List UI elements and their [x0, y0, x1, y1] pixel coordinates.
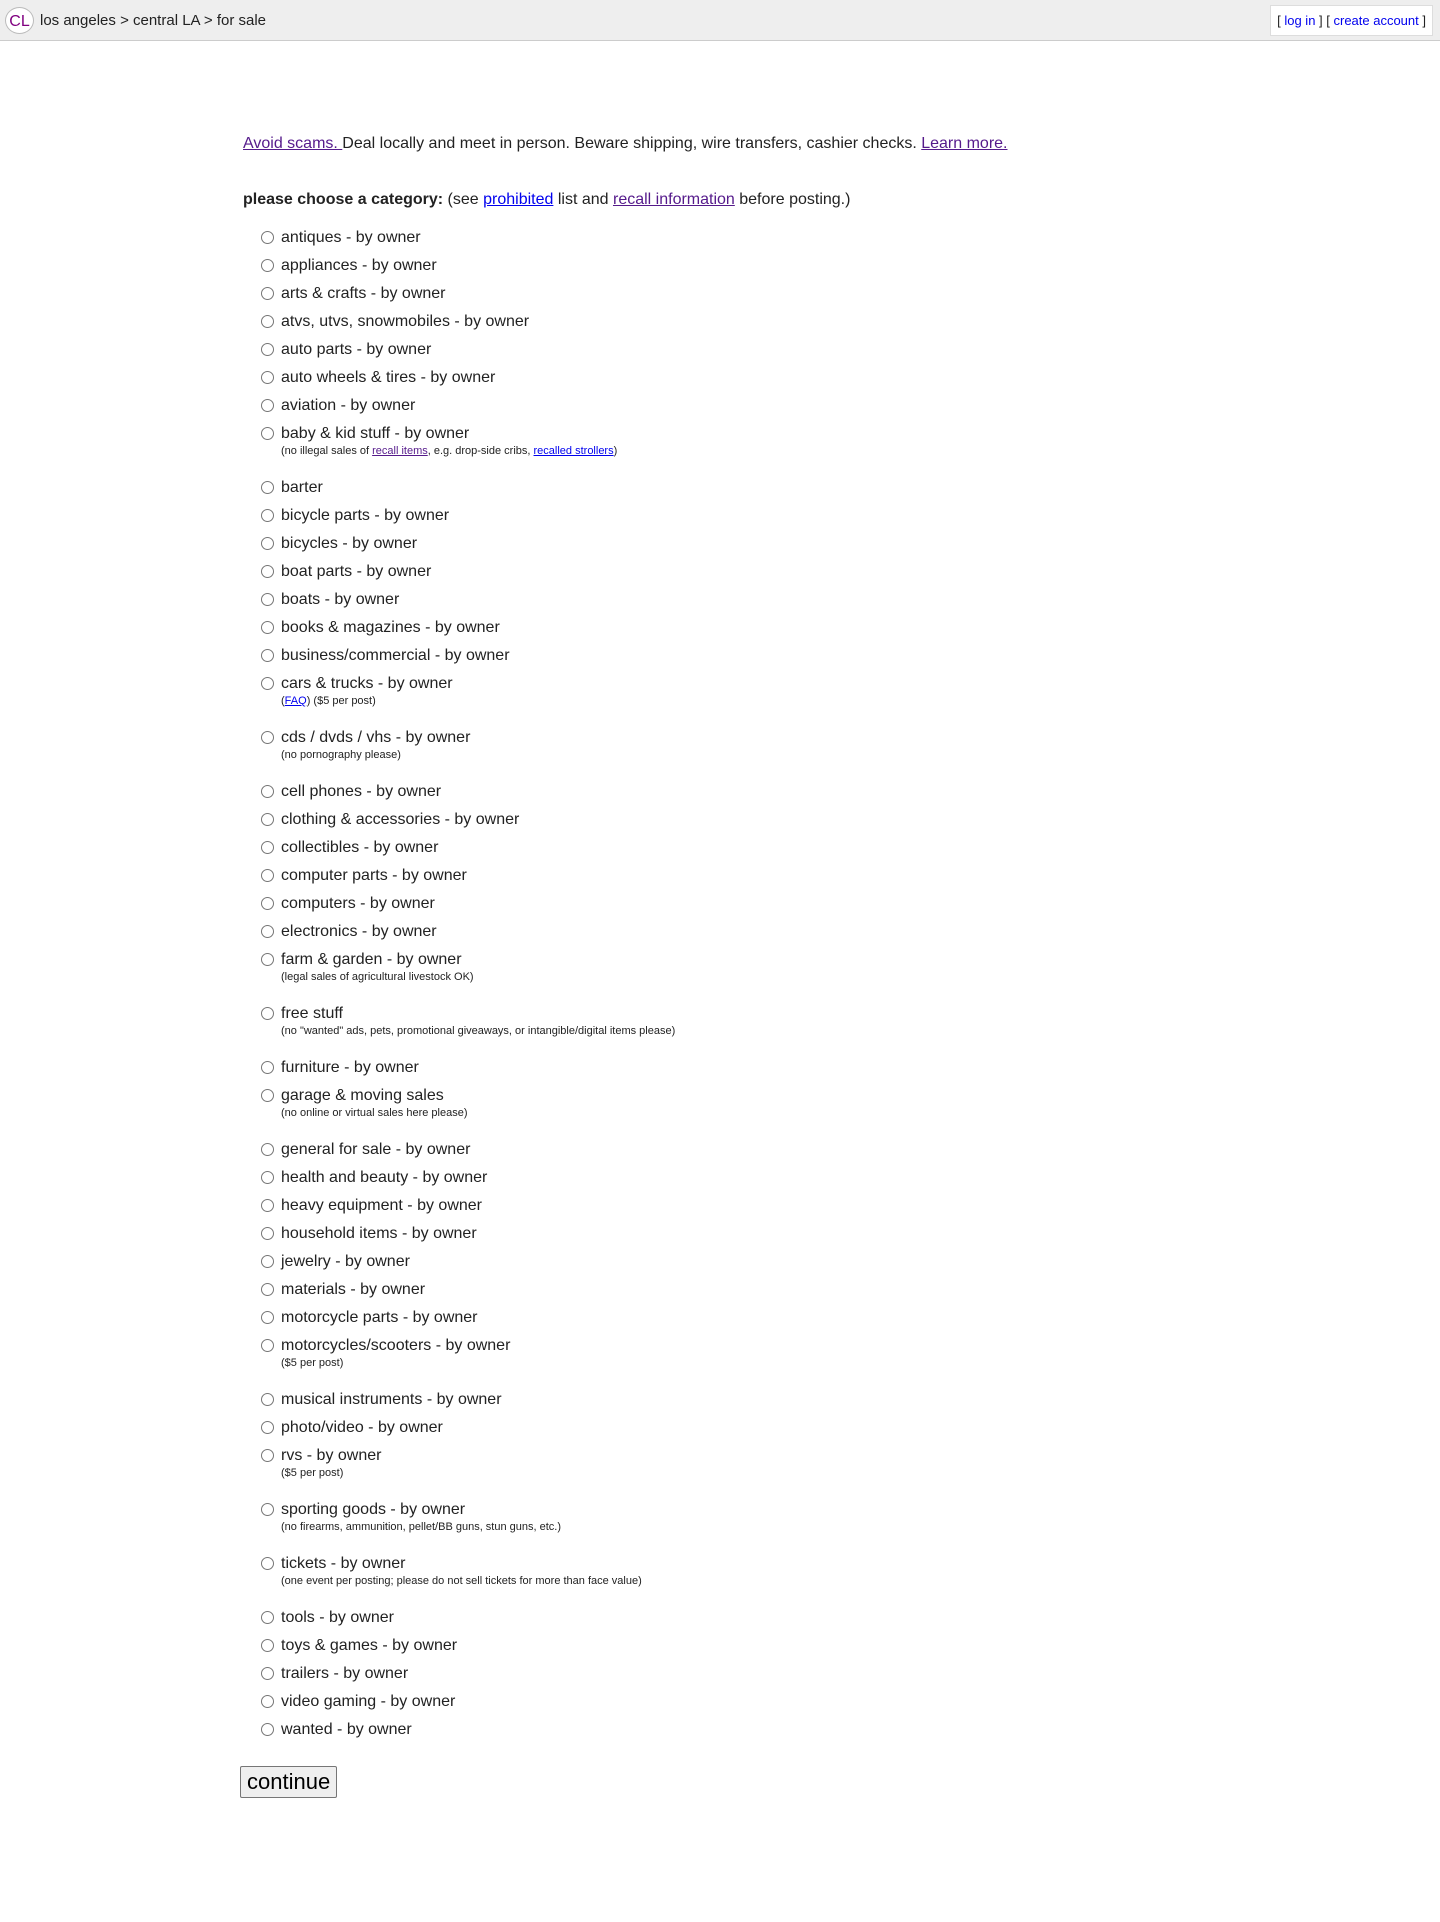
- category-note: ($5 per post): [281, 1467, 344, 1479]
- category-radio[interactable]: [261, 1557, 274, 1570]
- category-option[interactable]: [261, 252, 1243, 280]
- category-note-text: (: [281, 695, 285, 707]
- category-prompt-title: please choose a category:: [243, 191, 444, 208]
- category-radio[interactable]: [261, 621, 274, 634]
- category-option[interactable]: [261, 558, 1243, 586]
- category-radio[interactable]: [261, 593, 274, 606]
- category-radio[interactable]: [261, 953, 274, 966]
- category-prompt: please choose a category: (see prohibited list and recall information before posting.): [243, 191, 851, 208]
- category-option[interactable]: [261, 918, 1243, 946]
- category-label[interactable]: health and beauty - by owner: [281, 1169, 488, 1186]
- category-radio[interactable]: [261, 565, 274, 578]
- category-option[interactable]: [261, 946, 1243, 1000]
- craigslist-logo[interactable]: CL: [5, 7, 34, 34]
- category-radio[interactable]: [261, 1227, 274, 1240]
- category-option[interactable]: [261, 1688, 1243, 1716]
- category-option[interactable]: [261, 1220, 1243, 1248]
- category-option[interactable]: [261, 1660, 1243, 1688]
- category-option[interactable]: [261, 1332, 1243, 1386]
- category-label[interactable]: rvs - by owner: [281, 1447, 382, 1464]
- category-radio[interactable]: [261, 785, 274, 798]
- prohibited-link[interactable]: prohibited: [483, 191, 554, 208]
- category-note: (no firearms, ammunition, pellet/BB guns, stun guns, etc.): [281, 1521, 562, 1533]
- category-label[interactable]: auto parts - by owner: [281, 341, 432, 358]
- category-label[interactable]: video gaming - by owner: [281, 1693, 456, 1710]
- category-label[interactable]: clothing & accessories - by owner: [281, 811, 520, 828]
- category-list: [261, 224, 1243, 1744]
- category-option[interactable]: [261, 280, 1243, 308]
- category-radio[interactable]: [261, 509, 274, 522]
- category-option[interactable]: [261, 1716, 1243, 1744]
- category-label[interactable]: motorcycle parts - by owner: [281, 1309, 478, 1326]
- category-option[interactable]: [261, 890, 1243, 918]
- category-label[interactable]: bicycles - by owner: [281, 535, 418, 552]
- category-label[interactable]: heavy equipment - by owner: [281, 1197, 482, 1214]
- category-option[interactable]: [261, 834, 1243, 862]
- category-option[interactable]: [261, 1136, 1243, 1164]
- category-radio[interactable]: [261, 427, 274, 440]
- category-option[interactable]: [261, 1192, 1243, 1220]
- category-radio[interactable]: [261, 1007, 274, 1020]
- category-label[interactable]: tools - by owner: [281, 1609, 394, 1626]
- category-radio[interactable]: [261, 371, 274, 384]
- category-note-text: ): [613, 445, 618, 457]
- category-option[interactable]: [261, 1248, 1243, 1276]
- category-option[interactable]: [261, 1550, 1243, 1604]
- category-label[interactable]: furniture - by owner: [281, 1059, 419, 1076]
- create-account-link[interactable]: create account: [1333, 13, 1419, 28]
- category-note: (legal sales of agricultural livestock OK): [281, 971, 474, 983]
- learn-more-link[interactable]: Learn more.: [921, 135, 1008, 152]
- category-option[interactable]: [261, 806, 1243, 834]
- category-radio[interactable]: [261, 1311, 274, 1324]
- category-label[interactable]: photo/video - by owner: [281, 1419, 443, 1436]
- category-option[interactable]: [261, 1414, 1243, 1442]
- category-label[interactable]: electronics - by owner: [281, 923, 437, 940]
- breadcrumb-region[interactable]: los angeles: [40, 12, 116, 29]
- category-option[interactable]: [261, 586, 1243, 614]
- category-label[interactable]: general for sale - by owner: [281, 1141, 471, 1158]
- category-radio[interactable]: [261, 537, 274, 550]
- category-radio[interactable]: [261, 1393, 274, 1406]
- category-label[interactable]: boats - by owner: [281, 591, 400, 608]
- category-label[interactable]: farm & garden - by owner: [281, 951, 462, 968]
- category-label[interactable]: arts & crafts - by owner: [281, 285, 446, 302]
- category-radio[interactable]: [261, 1449, 274, 1462]
- category-radio[interactable]: [261, 481, 274, 494]
- category-label[interactable]: computers - by owner: [281, 895, 435, 912]
- account-links: [ log in ] [ create account ]: [1270, 5, 1433, 36]
- category-radio[interactable]: [261, 677, 274, 690]
- category-label[interactable]: cars & trucks - by owner: [281, 675, 453, 692]
- category-radio[interactable]: [261, 343, 274, 356]
- category-note: (no online or virtual sales here please): [281, 1107, 468, 1119]
- category-option[interactable]: [261, 1054, 1243, 1082]
- category-option[interactable]: [261, 1496, 1243, 1550]
- breadcrumb-subarea[interactable]: central LA: [133, 12, 200, 29]
- category-radio[interactable]: [261, 1723, 274, 1736]
- category-radio[interactable]: [261, 841, 274, 854]
- category-radio[interactable]: [261, 287, 274, 300]
- category-note: (one event per posting; please do not sell tickets for more than face value): [281, 1575, 642, 1587]
- category-label[interactable]: antiques - by owner: [281, 229, 421, 246]
- category-label[interactable]: toys & games - by owner: [281, 1637, 458, 1654]
- category-radio[interactable]: [261, 1339, 274, 1352]
- category-label[interactable]: garage & moving sales: [281, 1087, 444, 1104]
- top-bar: [0, 0, 1440, 41]
- category-option[interactable]: [261, 1164, 1243, 1192]
- avoid-scams-link[interactable]: Avoid scams.: [243, 135, 343, 152]
- category-radio[interactable]: [261, 1089, 274, 1102]
- category-label[interactable]: bicycle parts - by owner: [281, 507, 450, 524]
- category-label[interactable]: sporting goods - by owner: [281, 1501, 466, 1518]
- category-note-text: (no illegal sales of: [281, 445, 373, 457]
- category-option[interactable]: [261, 474, 1243, 502]
- category-note-link[interactable]: FAQ: [284, 695, 307, 707]
- breadcrumb-separator: >: [120, 12, 129, 29]
- category-radio[interactable]: [261, 813, 274, 826]
- recall-information-link[interactable]: recall information: [612, 191, 735, 208]
- category-option[interactable]: [261, 420, 1243, 474]
- category-label[interactable]: tickets - by owner: [281, 1555, 406, 1572]
- category-radio[interactable]: [261, 925, 274, 938]
- category-radio[interactable]: [261, 1283, 274, 1296]
- category-note-text: ) ($5 per post): [306, 695, 376, 707]
- category-label[interactable]: household items - by owner: [281, 1225, 477, 1242]
- category-label[interactable]: materials - by owner: [281, 1281, 426, 1298]
- scam-notice: [243, 132, 1243, 156]
- category-radio[interactable]: [261, 1611, 274, 1624]
- category-radio[interactable]: [261, 869, 274, 882]
- category-radio[interactable]: [261, 731, 274, 744]
- login-link[interactable]: log in: [1284, 13, 1316, 28]
- category-label[interactable]: boat parts - by owner: [281, 563, 432, 580]
- category-label[interactable]: cell phones - by owner: [281, 783, 442, 800]
- category-note: [281, 696, 1243, 707]
- category-radio[interactable]: [261, 1171, 274, 1184]
- category-option[interactable]: [261, 724, 1243, 778]
- category-label[interactable]: cds / dvds / vhs - by owner: [281, 729, 471, 746]
- category-label[interactable]: computer parts - by owner: [281, 867, 467, 884]
- category-radio[interactable]: [261, 1061, 274, 1074]
- category-option[interactable]: [261, 778, 1243, 806]
- category-option[interactable]: [261, 614, 1243, 642]
- category-option[interactable]: [261, 642, 1243, 670]
- category-label[interactable]: aviation - by owner: [281, 397, 416, 414]
- category-label[interactable]: atvs, utvs, snowmobiles - by owner: [281, 313, 530, 330]
- category-radio[interactable]: [261, 1199, 274, 1212]
- category-label[interactable]: auto wheels & tires - by owner: [281, 369, 496, 386]
- category-note-link[interactable]: recall items: [372, 445, 428, 457]
- category-radio[interactable]: [261, 649, 274, 662]
- category-label[interactable]: wanted - by owner: [281, 1721, 412, 1738]
- category-note: (no pornography please): [281, 749, 401, 761]
- category-option[interactable]: [261, 224, 1243, 252]
- category-option[interactable]: [261, 1000, 1243, 1054]
- category-radio[interactable]: [261, 259, 274, 272]
- category-radio[interactable]: [261, 1667, 274, 1680]
- category-option[interactable]: [261, 862, 1243, 890]
- category-radio[interactable]: [261, 1639, 274, 1652]
- category-radio[interactable]: [261, 1503, 274, 1516]
- category-option[interactable]: [261, 502, 1243, 530]
- category-radio[interactable]: [261, 399, 274, 412]
- category-option[interactable]: [261, 1604, 1243, 1632]
- scam-notice-text: Deal locally and meet in person. Beware shipping, wire transfers, cashier checks.: [342, 135, 922, 152]
- category-label[interactable]: motorcycles/scooters - by owner: [281, 1337, 511, 1354]
- category-radio[interactable]: [261, 1421, 274, 1434]
- category-label[interactable]: business/commercial - by owner: [281, 647, 510, 664]
- category-option[interactable]: [261, 1304, 1243, 1332]
- category-option[interactable]: [261, 670, 1243, 724]
- category-option[interactable]: [261, 1442, 1243, 1496]
- breadcrumb-separator: >: [203, 12, 213, 29]
- category-option[interactable]: [261, 336, 1243, 364]
- breadcrumb: [40, 12, 266, 29]
- category-option[interactable]: [261, 1276, 1243, 1304]
- category-radio[interactable]: [261, 1143, 274, 1156]
- category-label[interactable]: books & magazines - by owner: [281, 619, 500, 636]
- category-option[interactable]: [261, 364, 1243, 392]
- category-label[interactable]: jewelry - by owner: [281, 1253, 410, 1270]
- category-option[interactable]: [261, 308, 1243, 336]
- category-radio[interactable]: [261, 231, 274, 244]
- category-note-link[interactable]: recalled strollers: [533, 445, 614, 457]
- continue-button[interactable]: continue: [240, 1766, 337, 1798]
- category-label[interactable]: musical instruments - by owner: [281, 1391, 502, 1408]
- category-label[interactable]: trailers - by owner: [281, 1665, 409, 1682]
- breadcrumb-section[interactable]: for sale: [216, 12, 267, 29]
- category-note: [281, 446, 1243, 457]
- category-radio[interactable]: [261, 1255, 274, 1268]
- category-label[interactable]: baby & kid stuff - by owner: [281, 425, 470, 442]
- category-option[interactable]: [261, 1386, 1243, 1414]
- category-note: ($5 per post): [281, 1357, 344, 1369]
- category-option[interactable]: [261, 530, 1243, 558]
- category-radio[interactable]: [261, 897, 274, 910]
- category-option[interactable]: [261, 1082, 1243, 1136]
- category-option[interactable]: [261, 1632, 1243, 1660]
- category-label[interactable]: collectibles - by owner: [281, 839, 439, 856]
- category-note-text: , e.g. drop-side cribs,: [427, 445, 534, 457]
- category-label[interactable]: free stuff: [281, 1005, 343, 1022]
- category-radio[interactable]: [261, 1695, 274, 1708]
- category-label[interactable]: barter: [281, 479, 323, 496]
- category-label[interactable]: appliances - by owner: [281, 257, 437, 274]
- main-content: [243, 132, 1243, 1744]
- category-note: (no "wanted" ads, pets, promotional giveaways, or intangible/digital items please): [281, 1025, 676, 1037]
- category-radio[interactable]: [261, 315, 274, 328]
- category-option[interactable]: [261, 392, 1243, 420]
